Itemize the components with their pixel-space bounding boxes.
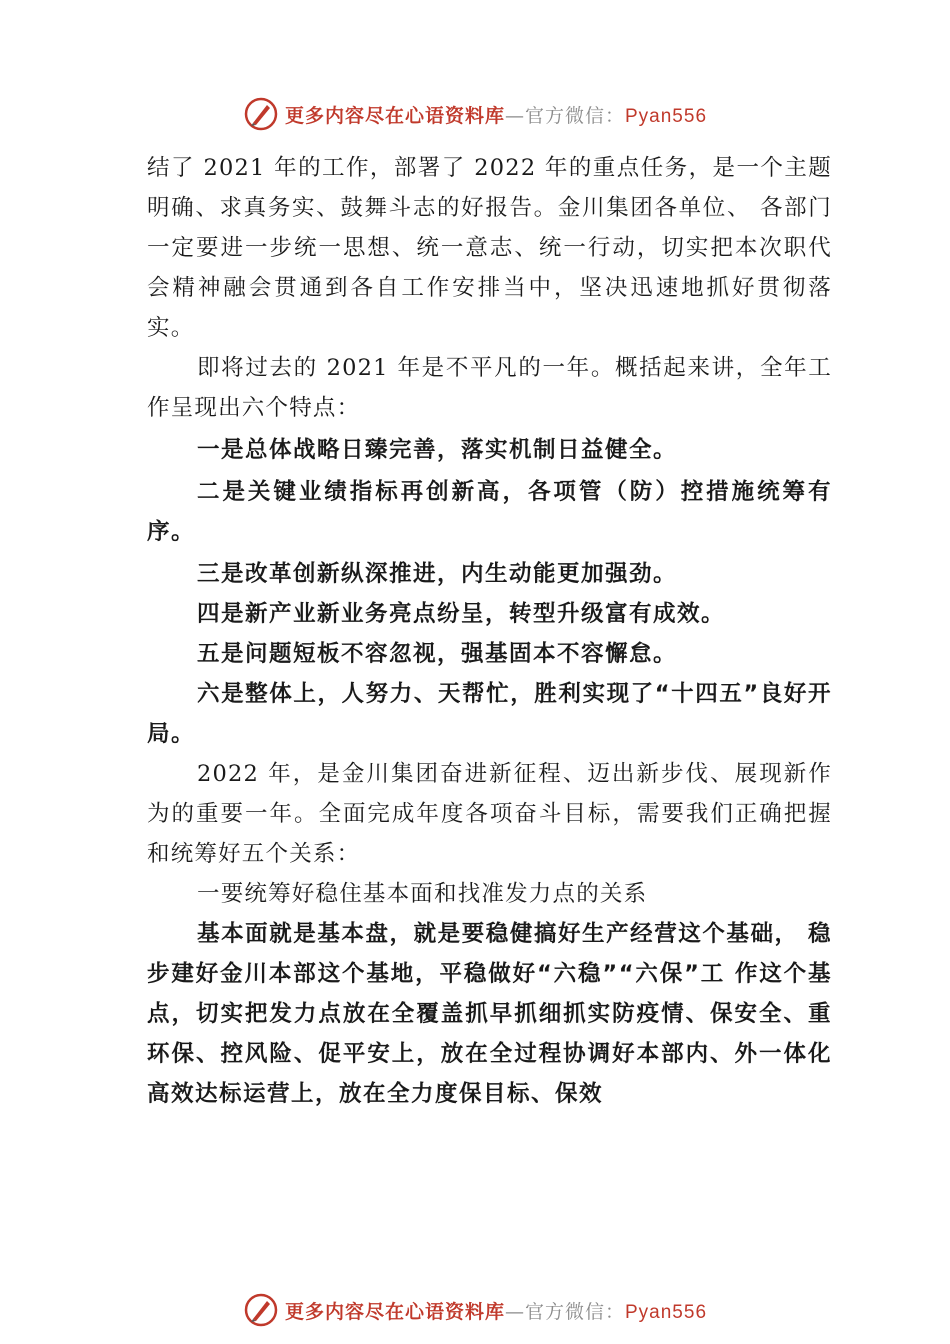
banner-wechat-label: 官方微信： bbox=[524, 1300, 625, 1323]
paragraph: 五是问题短板不容忽视，强基固本不容懈怠。 bbox=[197, 641, 678, 667]
paragraph: 结了 2021 年的工作，部署了 2022 年的重点任务，是一个主题明确、求真务实、鼓舞斗志的好报告。金川集团各单位、 各部门一定要进一步统一思想、统一意志、统一行动，切实把本次职代会精神融会贯通到各自工作安排当中，坚决迅速地抓好贯彻落实。 bbox=[147, 155, 832, 341]
pen-logo-icon bbox=[243, 1292, 279, 1328]
banner-brand: 更多内容尽在心语资料库 bbox=[284, 104, 505, 127]
banner-dash: — bbox=[504, 104, 525, 127]
paragraph: 二是关键业绩指标再创新高，各项管（防）控措施统筹有序。 bbox=[147, 479, 832, 545]
paragraph: 四是新产业新业务亮点纷呈，转型升级富有成效。 bbox=[197, 601, 726, 627]
paragraph: 基本面就是基本盘，就是要稳健搞好生产经营这个基础， 稳步建好金川本部这个基地，平稳做好“六稳”“六保”工 作这个基点，切实把发力点放在全覆盖抓早抓细抓实防疫情、保安全、重环保、控风险、促平安上，放在全过程协调好本部内、外一体化高效达标运营上，放在全力度保目标、保效 bbox=[147, 921, 832, 1107]
paragraph: 一要统筹好稳住基本面和找准发力点的关系 bbox=[197, 881, 648, 907]
banner-account: Pyan556 bbox=[625, 105, 708, 127]
banner-dash: — bbox=[504, 1300, 525, 1323]
paragraph: 六是整体上，人努力、天帮忙，胜利实现了“十四五”良好开局。 bbox=[147, 681, 832, 747]
document-body bbox=[147, 148, 832, 1114]
banner-text bbox=[285, 101, 707, 128]
banner-brand: 更多内容尽在心语资料库 bbox=[284, 1300, 505, 1323]
banner-account: Pyan556 bbox=[625, 1301, 708, 1323]
footer-banner bbox=[0, 1290, 950, 1330]
header-banner bbox=[0, 94, 950, 134]
paragraph: 三是改革创新纵深推进，内生动能更加强劲。 bbox=[197, 561, 678, 587]
banner-text bbox=[285, 1297, 707, 1324]
paragraph: 即将过去的 2021 年是不平凡的一年。概括起来讲，全年工作呈现出六个特点： bbox=[147, 355, 832, 421]
pen-logo-icon bbox=[243, 96, 279, 132]
banner-wechat-label: 官方微信： bbox=[524, 104, 625, 127]
paragraph: 一是总体战略日臻完善，落实机制日益健全。 bbox=[197, 437, 678, 463]
paragraph: 2022 年，是金川集团奋进新征程、迈出新步伐、展现新作为的重要一年。全面完成年度各项奋斗目标，需要我们正确把握和统筹好五个关系： bbox=[147, 761, 832, 867]
